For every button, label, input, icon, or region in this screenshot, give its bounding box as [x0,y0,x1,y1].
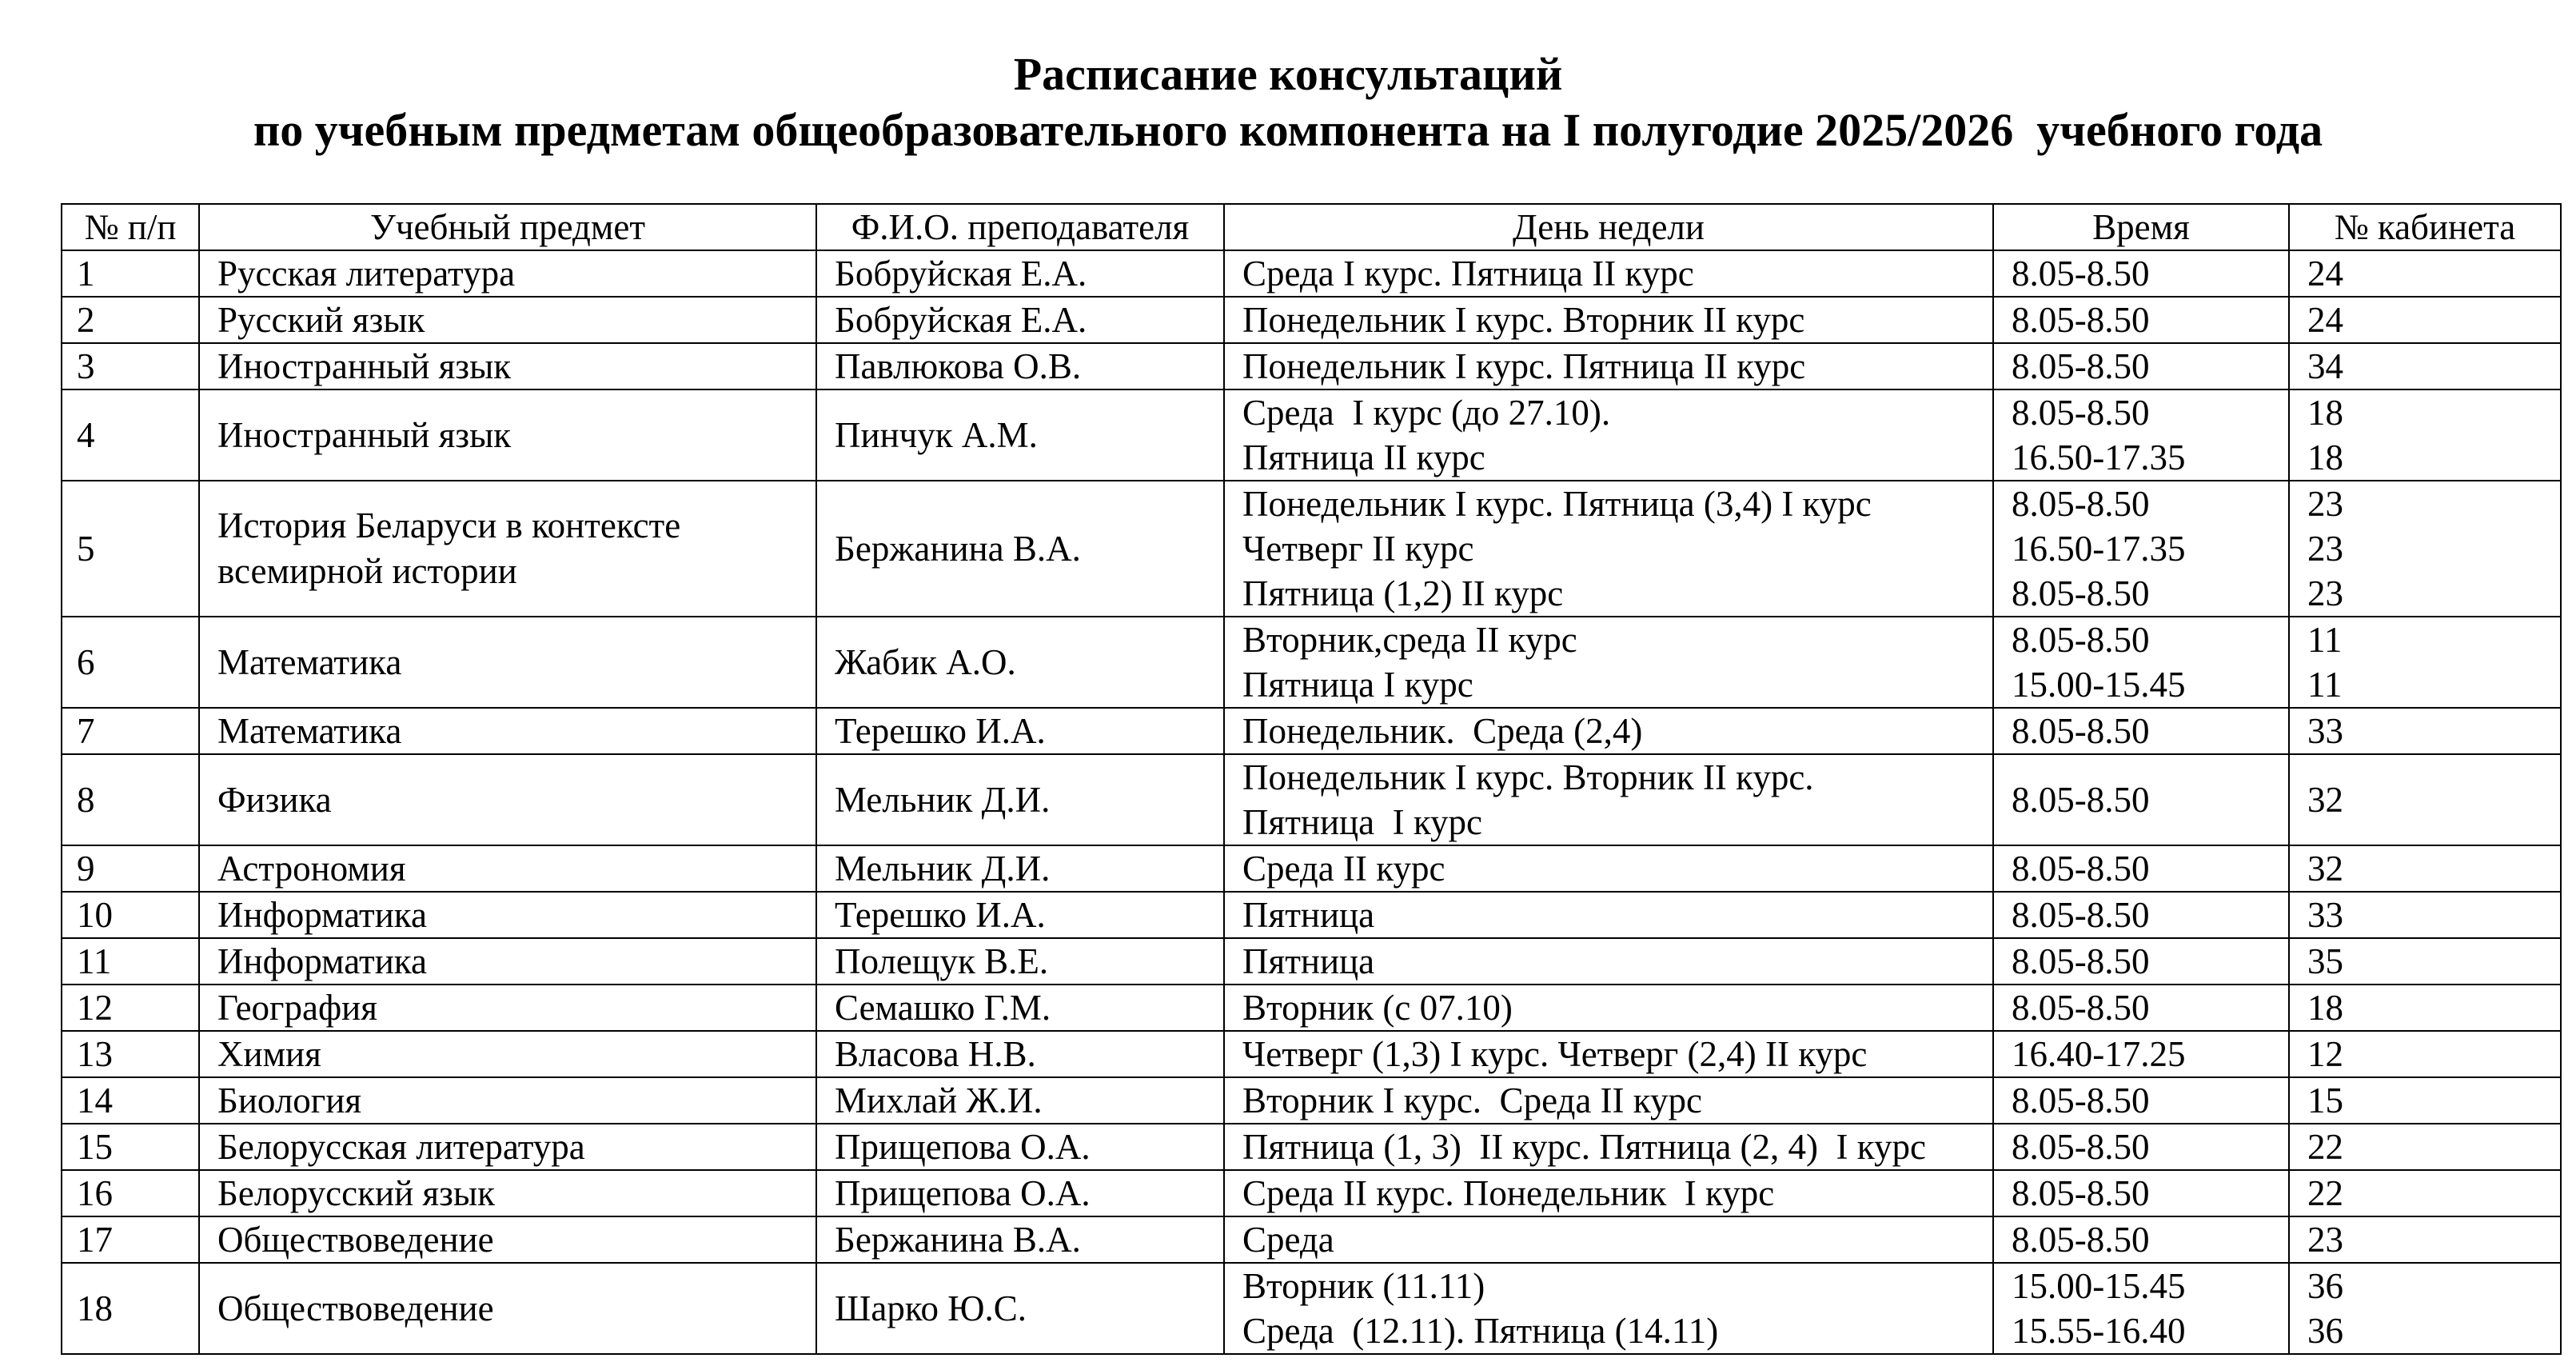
cell-number: 4 [62,389,199,481]
cell-time [1993,297,2289,343]
cell-room [2289,1031,2561,1077]
subject-line: Математика [217,711,402,751]
cell-day [1224,250,1993,297]
day-line: Пятница I курс [1242,802,1483,842]
subject-line: Русский язык [217,300,425,340]
subject-line: Астрономия [217,849,406,889]
cell-time [1993,250,2289,297]
cell-time [1993,1077,2289,1124]
cell-day [1224,938,1993,985]
cell-teacher: Шарко Ю.С. [816,1263,1224,1354]
cell-number: 16 [62,1170,199,1216]
day-line: Четверг II курс [1242,529,1474,569]
column-header-time: Время [1993,204,2289,250]
cell-room [2289,938,2561,985]
cell-teacher: Михлай Ж.И. [816,1077,1224,1124]
table-row [62,343,2561,389]
room-line: 23 [2307,529,2343,569]
title-line-2: по учебным предметам общеобразовательного компонента на I полугодие 2025/2026 учебного года [253,104,2323,156]
cell-subject [199,1031,816,1077]
time-line: 8.05-8.50 [2012,988,2150,1028]
cell-room [2289,1124,2561,1170]
cell-number: 5 [62,481,199,617]
room-line: 11 [2307,620,2343,660]
day-line: Среда [1242,1220,1334,1260]
time-line: 15.00-15.45 [2012,1266,2186,1306]
cell-subject [199,845,816,892]
room-line: 22 [2307,1173,2343,1213]
room-line: 33 [2307,895,2343,935]
cell-room [2289,985,2561,1031]
table-row [62,892,2561,938]
subject-line: всемирной истории [217,551,517,591]
cell-teacher: Бобруйская Е.А. [816,297,1224,343]
day-line: Понедельник I курс. Вторник II курс [1242,300,1805,340]
cell-day [1224,617,1993,708]
room-line: 22 [2307,1127,2343,1167]
time-line: 8.05-8.50 [2012,849,2150,889]
cell-number: 3 [62,343,199,389]
table-body [62,250,2561,1354]
title-line-1: Расписание консультаций [1013,48,1563,100]
cell-day [1224,389,1993,481]
subject-line: Физика [217,780,332,820]
time-line: 8.05-8.50 [2012,393,2150,433]
day-line: Пятница I курс [1242,665,1473,705]
day-line: Среда II курс. Понедельник I курс [1242,1173,1775,1213]
day-line: Среда I курс. Пятница II курс [1242,254,1694,294]
day-line: Среда II курс [1242,849,1446,889]
cell-subject [199,481,816,617]
time-line: 8.05-8.50 [2012,1220,2150,1260]
day-line: Понедельник. Среда (2,4) [1242,711,1643,751]
subject-line: Белорусская литература [217,1127,585,1167]
time-line: 8.05-8.50 [2012,346,2150,386]
day-line: Вторник I курс. Среда II курс [1242,1080,1702,1120]
cell-time [1993,845,2289,892]
day-line: Пятница (1,2) II курс [1242,573,1564,613]
cell-day [1224,754,1993,845]
cell-day [1224,481,1993,617]
cell-number: 9 [62,845,199,892]
cell-day [1224,1170,1993,1216]
subject-line: Информатика [217,941,427,981]
table-row [62,297,2561,343]
time-line: 8.05-8.50 [2012,941,2150,981]
room-line: 23 [2307,573,2343,613]
time-line: 8.05-8.50 [2012,1173,2150,1213]
day-line: Пятница [1242,895,1375,935]
cell-subject [199,343,816,389]
cell-number: 13 [62,1031,199,1077]
room-line: 36 [2307,1266,2343,1306]
time-line: 16.50-17.35 [2012,437,2186,477]
cell-room [2289,250,2561,297]
time-line: 8.05-8.50 [2012,1080,2150,1120]
subject-line: Белорусский язык [217,1173,495,1213]
cell-subject [199,1263,816,1354]
cell-day [1224,1031,1993,1077]
cell-teacher: Павлюкова О.В. [816,343,1224,389]
time-line: 16.40-17.25 [2012,1034,2186,1074]
cell-day [1224,708,1993,754]
day-line: Пятница (1, 3) II курс. Пятница (2, 4) I курс [1242,1127,1926,1167]
cell-room [2289,297,2561,343]
subject-line: Обществоведение [217,1288,494,1328]
cell-teacher: Бержанина В.А. [816,481,1224,617]
cell-subject [199,754,816,845]
column-header-room: № кабинета [2289,204,2561,250]
time-line: 8.05-8.50 [2012,620,2150,660]
time-line: 8.05-8.50 [2012,300,2150,340]
cell-day [1224,1216,1993,1263]
cell-subject [199,389,816,481]
cell-room [2289,1216,2561,1263]
cell-teacher: Жабик А.О. [816,617,1224,708]
cell-number: 2 [62,297,199,343]
subject-line: Обществоведение [217,1220,494,1260]
cell-number: 15 [62,1124,199,1170]
table-header-row [62,204,2561,250]
cell-teacher: Семашко Г.М. [816,985,1224,1031]
cell-teacher: Власова Н.В. [816,1031,1224,1077]
cell-subject [199,1124,816,1170]
table-row [62,1216,2561,1263]
time-line: 8.05-8.50 [2012,1127,2150,1167]
day-line: Пятница [1242,941,1375,981]
cell-time [1993,985,2289,1031]
schedule-table [61,203,2562,1355]
room-line: 12 [2307,1034,2343,1074]
column-header-subject: Учебный предмет [199,204,816,250]
day-line: Вторник,среда II курс [1242,620,1577,660]
cell-room [2289,892,2561,938]
cell-teacher: Полещук В.Е. [816,938,1224,985]
subject-line: История Беларуси в контексте [217,505,681,545]
cell-subject [199,938,816,985]
day-line: Среда (12.11). Пятница (14.11) [1242,1311,1719,1351]
day-line: Четверг (1,3) I курс. Четверг (2,4) II курс [1242,1034,1868,1074]
cell-teacher: Мельник Д.И. [816,754,1224,845]
column-header-day: День недели [1224,204,1993,250]
room-line: 35 [2307,941,2343,981]
day-line: Понедельник I курс. Пятница II курс [1242,346,1806,386]
cell-number: 10 [62,892,199,938]
cell-number: 7 [62,708,199,754]
table-row [62,1077,2561,1124]
cell-number: 17 [62,1216,199,1263]
table-row [62,985,2561,1031]
time-line: 8.05-8.50 [2012,711,2150,751]
cell-teacher: Бобруйская Е.А. [816,250,1224,297]
cell-number: 8 [62,754,199,845]
subject-line: Русская литература [217,254,516,294]
column-header-teacher: Ф.И.О. преподавателя [816,204,1224,250]
table-row [62,389,2561,481]
time-line: 8.05-8.50 [2012,254,2150,294]
time-line: 8.05-8.50 [2012,780,2150,820]
page-title [0,46,2576,158]
time-line: 8.05-8.50 [2012,895,2150,935]
time-line: 16.50-17.35 [2012,529,2186,569]
day-line: Пятница II курс [1242,437,1485,477]
cell-time [1993,1216,2289,1263]
cell-number: 1 [62,250,199,297]
table-row [62,250,2561,297]
cell-number: 6 [62,617,199,708]
cell-time [1993,1031,2289,1077]
table-row [62,1263,2561,1354]
table-row [62,1170,2561,1216]
cell-time [1993,938,2289,985]
cell-room [2289,754,2561,845]
subject-line: Информатика [217,895,427,935]
cell-time [1993,892,2289,938]
cell-subject [199,1077,816,1124]
room-line: 24 [2307,254,2343,294]
subject-line: География [217,988,377,1028]
time-line: 15.00-15.45 [2012,665,2186,705]
cell-day [1224,845,1993,892]
cell-time [1993,754,2289,845]
cell-subject [199,1216,816,1263]
cell-teacher: Терешко И.А. [816,708,1224,754]
room-line: 23 [2307,1220,2343,1260]
subject-line: Химия [217,1034,321,1074]
table-row [62,708,2561,754]
table-row [62,617,2561,708]
cell-subject [199,250,816,297]
cell-room [2289,481,2561,617]
room-line: 15 [2307,1080,2343,1120]
room-line: 36 [2307,1311,2343,1351]
cell-teacher: Терешко И.А. [816,892,1224,938]
room-line: 18 [2307,988,2343,1028]
cell-teacher: Мельник Д.И. [816,845,1224,892]
subject-line: Биология [217,1080,362,1120]
cell-subject [199,297,816,343]
cell-room [2289,389,2561,481]
cell-day [1224,1124,1993,1170]
cell-number: 18 [62,1263,199,1354]
table-row [62,1031,2561,1077]
room-line: 33 [2307,711,2343,751]
time-line: 15.55-16.40 [2012,1311,2186,1351]
cell-teacher: Бержанина В.А. [816,1216,1224,1263]
day-line: Среда I курс (до 27.10). [1242,393,1611,433]
cell-day [1224,343,1993,389]
column-header-number: № п/п [62,204,199,250]
table-row [62,1124,2561,1170]
cell-time [1993,481,2289,617]
cell-time [1993,389,2289,481]
day-line: Вторник (11.11) [1242,1266,1485,1306]
cell-time [1993,617,2289,708]
cell-room [2289,1263,2561,1354]
cell-room [2289,708,2561,754]
room-line: 11 [2307,665,2343,705]
time-line: 8.05-8.50 [2012,573,2150,613]
room-line: 34 [2307,346,2343,386]
day-line: Понедельник I курс. Пятница (3,4) I курс [1242,484,1872,524]
subject-line: Математика [217,642,402,682]
cell-day [1224,297,1993,343]
cell-number: 11 [62,938,199,985]
cell-day [1224,1263,1993,1354]
cell-day [1224,1077,1993,1124]
room-line: 18 [2307,437,2343,477]
time-line: 8.05-8.50 [2012,484,2150,524]
cell-subject [199,617,816,708]
table-row [62,481,2561,617]
cell-teacher: Прищепова О.А. [816,1170,1224,1216]
room-line: 24 [2307,300,2343,340]
cell-subject [199,1170,816,1216]
subject-line: Иностранный язык [217,415,512,455]
subject-line: Иностранный язык [217,346,512,386]
table-row [62,754,2561,845]
cell-time [1993,708,2289,754]
cell-time [1993,1170,2289,1216]
cell-time [1993,1124,2289,1170]
cell-teacher: Прищепова О.А. [816,1124,1224,1170]
cell-room [2289,617,2561,708]
cell-number: 12 [62,985,199,1031]
cell-subject [199,708,816,754]
cell-day [1224,892,1993,938]
day-line: Понедельник I курс. Вторник II курс. [1242,757,1814,797]
room-line: 23 [2307,484,2343,524]
day-line: Вторник (с 07.10) [1242,988,1513,1028]
room-line: 18 [2307,393,2343,433]
cell-room [2289,343,2561,389]
cell-teacher: Пинчук А.М. [816,389,1224,481]
room-line: 32 [2307,780,2343,820]
cell-number: 14 [62,1077,199,1124]
room-line: 32 [2307,849,2343,889]
cell-subject [199,985,816,1031]
cell-room [2289,1077,2561,1124]
table-row [62,938,2561,985]
cell-subject [199,892,816,938]
cell-time [1993,1263,2289,1354]
cell-day [1224,985,1993,1031]
cell-time [1993,343,2289,389]
cell-room [2289,845,2561,892]
cell-room [2289,1170,2561,1216]
table-row [62,845,2561,892]
